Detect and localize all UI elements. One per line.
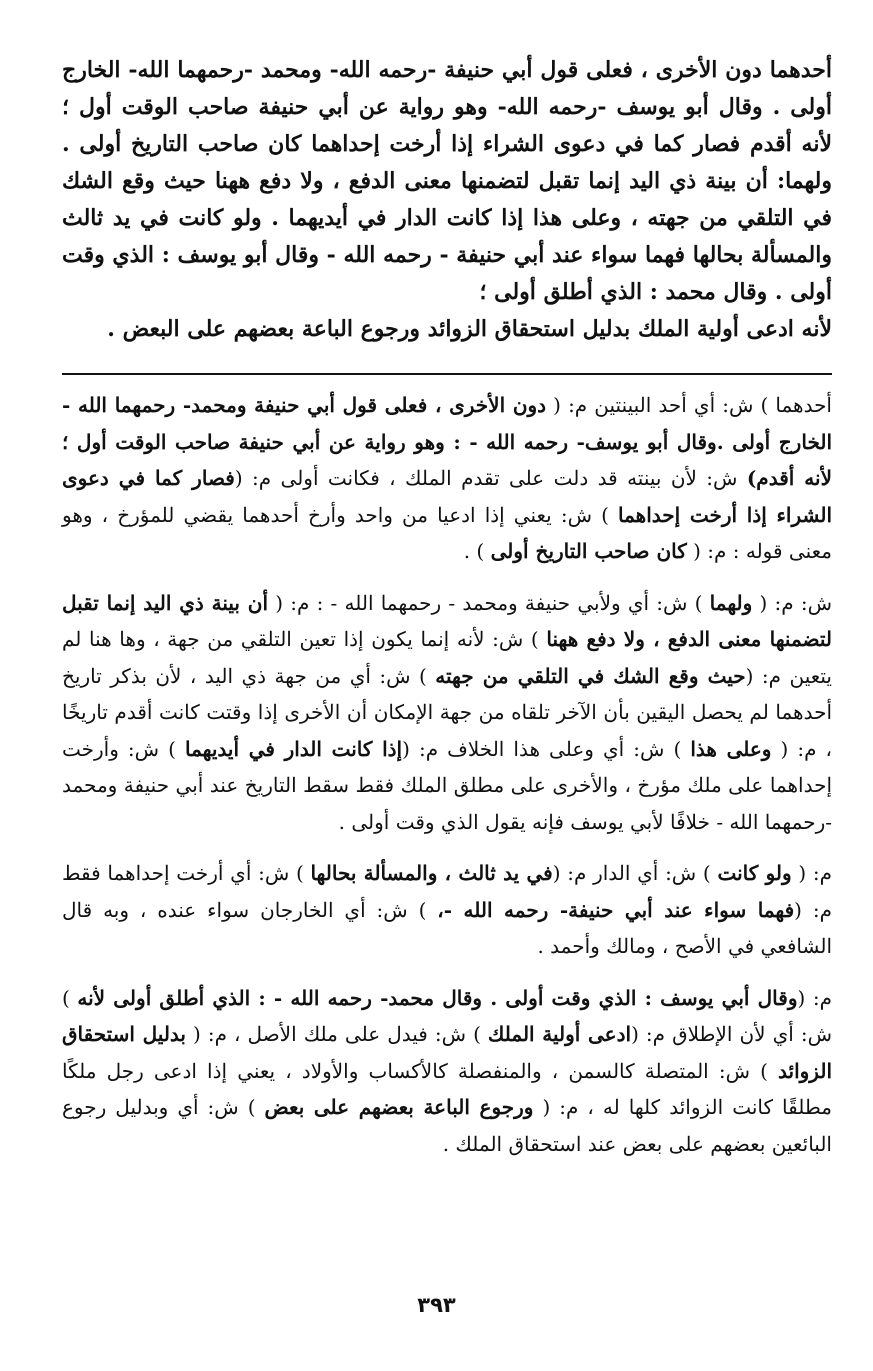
quoted-matn: دون الأخرى ، فعلى قول أبي حنيفة ومحمد- رحمهما الله - الخارج أولى .وقال أبو يوسف- رحمه الله - : وهو رواية عن أبي حنيفة صاحب الوقت أول ؛ لأنه أقدم) (62, 393, 832, 490)
quoted-matn: ولو كانت (717, 861, 792, 885)
sharh-text: ) ش: أي الدار م: ( (552, 861, 718, 885)
sharh-text: ش: م: ( (752, 590, 833, 615)
quoted-matn: ورجوع الباعة بعضهم على بعض (264, 1095, 534, 1119)
sharh-text: ) ش: أي وبدليل رجوع البائعين بعضهم على بعض عند استحقاق الملك . (62, 1095, 832, 1156)
sharh-text: ) ش: لأنه إنما يكون إذا تعين التلقي من جهة ، وها هنا لم يتعين م: ( (62, 627, 832, 688)
sharh-text: ) ش: فيدل على ملك الأصل ، م: ( (185, 1022, 488, 1046)
sharh-text: م: ( (797, 985, 832, 1010)
sharh-text: ش: لأن بينته قد دلت على تقدم الملك ، فكانت أولى م: ( (234, 466, 747, 490)
sharh-text: ) ش: أي أرخت إحداهما فقط م: ( (62, 861, 832, 922)
sharh-text: ) ش: أي ولأبي حنيفة ومحمد - رحمهما الله - : م: ( (268, 590, 710, 615)
quoted-matn: ادعى أولية الملك (487, 1022, 632, 1046)
sharh-paragraph-4 (62, 980, 832, 1163)
sharh-text: ) ش: يعني إذا ادعيا من واحد وأرخ أحدهما يقضي للمؤرخ ، وهو معنى قوله : م: ( (62, 502, 832, 563)
sharh-paragraph-2 (62, 585, 832, 841)
sharh-text: م: ( (791, 861, 832, 885)
sharh-text: ) ش: أي الخارجان سواء عنده ، وبه قال الشافعي في الأصح ، ومالك وأحمد . (62, 897, 832, 958)
sharh-text: ) ش: المتصلة كالسمن ، والمنفصلة كالأكساب والأولاد ، يعني إذا ادعى رجل ملكًا مطلقًا كانت الزوائد كلها له ، م: ( (62, 1058, 832, 1119)
quoted-matn: وعلى هذا (690, 736, 772, 761)
sharh-text: ) ش: وأرخت إحداهما على ملك مؤرخ ، والأخرى على مطلق الملك فقط سقط التاريخ عند أبي حنيفة ومحمد -رحمهما الله - خلافًا لأبي يوسف فإنه يقول الذي وقت أولى . (62, 736, 832, 834)
sharh-text: ) ش: أي وعلى هذا الخلاف م: ( (402, 736, 691, 761)
quoted-matn: فصار كما في دعوى الشراء إذا أرخت إحداهما (62, 466, 832, 527)
matn-main-text (62, 52, 832, 348)
quoted-matn: حيث وقع الشك في التلقي من جهته (435, 663, 746, 688)
book-page (62, 52, 832, 1162)
sharh-paragraph-1 (62, 387, 832, 570)
sharh-paragraph-3 (62, 855, 832, 965)
sharh-text: ) ش: أي من جهة ذي اليد ، لأن بذكر تاريخ أحدهما لم يحصل اليقين بأن الآخر تلقاه من جهة الإمكان أن الأخرى إذا وقتت كانت أقدم تاريخًا ، م: ( (62, 663, 832, 761)
sharh-text: ) ش: أي لأن الإطلاق م: ( (62, 985, 833, 1046)
sharh-text: ) . (463, 539, 491, 563)
matn-body: أحدهما دون الأخرى ، فعلى قول أبي حنيفة -رحمه الله- ومحمد -رحمهما الله- الخارج أولى . وقال أبو يوسف -رحمه الله- وهو رواية عن أبي حنيفة صاحب الوقت أول ؛ لأنه أقدم فصار كما في دعوى الشراء إذا أرخت إحداهما كان صاحب التاريخ أولى . ولهما: أن بينة ذي اليد إنما تقبل لتضمنها معنى الدفع ، ولا دفع ههنا حيث وقع الشك في التلقي من جهته ، وعلى هذا إذا كانت الدار في أيديهما . ولو كانت في يد ثالث والمسألة بحالها فهما سواء عند أبي حنيفة - رحمه الله - وقال أبو يوسف : الذي وقت أولى . وقال محمد : الذي أطلق أولى ؛ (62, 57, 832, 305)
quoted-matn: فهما سواء عند أبي حنيفة- رحمه الله -، (437, 897, 795, 922)
separator-rule (62, 373, 832, 375)
quoted-matn: كان صاحب التاريخ أولى (490, 539, 687, 563)
page-number: ٣٩٣ (417, 1293, 456, 1317)
matn-last-line: لأنه ادعى أولية الملك بدليل استحقاق الزوائد ورجوع الباعة بعضهم على البعض . (107, 316, 832, 342)
quoted-matn: أن بينة ذي اليد إنما تقبل لتضمنها معنى الدفع ، ولا دفع ههنا (62, 590, 832, 651)
quoted-matn: في يد ثالث ، والمسألة بحالها (310, 861, 553, 885)
quoted-matn: إذا كانت الدار في أيديهما (184, 736, 403, 761)
sharh-text: أحدهما ) ش: أي أحد البينتين م: ( (546, 393, 832, 417)
quoted-matn: ولهما (709, 590, 753, 615)
quoted-matn: وقال أبي يوسف : الذي وقت أولى . وقال محمد- رحمه الله - : الذي أطلق أولى لأنه (77, 985, 798, 1010)
quoted-matn: بدليل استحقاق الزوائد (62, 1022, 832, 1083)
